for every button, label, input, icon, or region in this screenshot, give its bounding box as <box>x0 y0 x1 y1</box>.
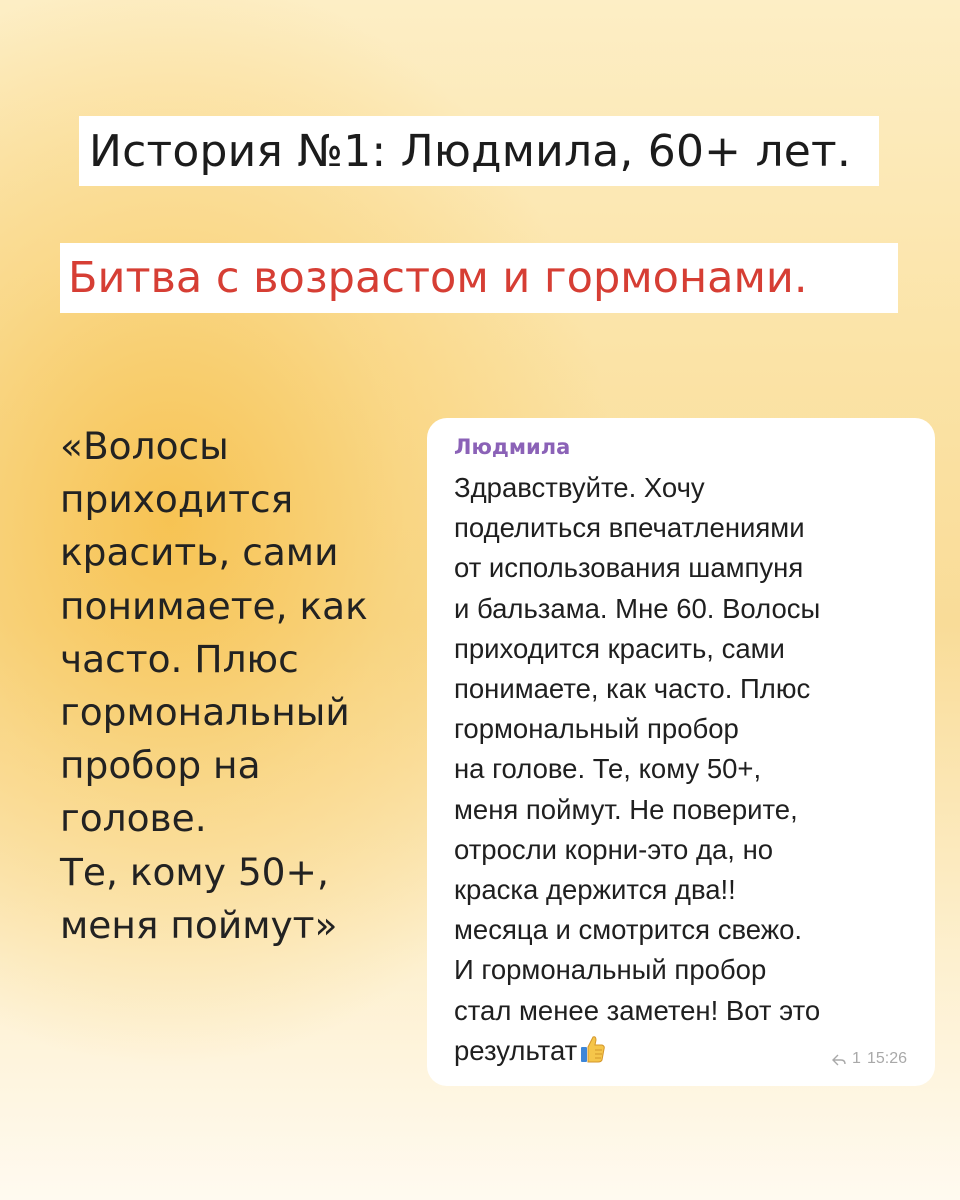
reply-icon[interactable] <box>832 1053 846 1065</box>
message-sender-name[interactable]: Людмила <box>454 435 571 459</box>
message-line: Здравствуйте. Хочу <box>454 472 705 503</box>
message-line: И гормональный пробор <box>454 954 767 986</box>
story-subtitle-text: Битва с возрастом и гормонами. <box>68 253 808 303</box>
quote-line: Те, кому 50+, <box>60 849 329 894</box>
message-line: меня поймут. Не поверите, <box>454 793 798 825</box>
message-last-text: результат <box>454 1034 578 1066</box>
quote-line: «Волосы <box>60 424 229 468</box>
quote-line: пробор на <box>60 743 261 788</box>
testimonial-quote <box>60 420 400 952</box>
message-meta <box>832 1050 907 1068</box>
quote-line: часто. Плюс <box>60 636 299 681</box>
message-line: поделиться впечатлениями <box>454 512 805 544</box>
story-title <box>79 116 879 186</box>
message-line: отросли корни-это да, но <box>454 833 774 865</box>
message-line: месяца и смотрится свежо. <box>454 914 803 946</box>
chat-message-bubble <box>427 418 935 1086</box>
message-line: приходится красить, сами <box>454 632 785 664</box>
thumbs-up-icon <box>579 1034 605 1064</box>
quote-line: голове. <box>60 796 207 841</box>
message-line: гормональный пробор <box>454 713 739 745</box>
message-line: и бальзама. Мне 60. Волосы <box>454 592 821 624</box>
message-time: 15:26 <box>866 1050 907 1067</box>
message-line: на голове. Те, кому 50+, <box>454 753 762 785</box>
quote-line: гормональный <box>60 690 350 735</box>
story-title-text: История №1: Людмила, 60+ лет. <box>89 125 852 177</box>
quote-line: красить, сами <box>60 530 339 575</box>
quote-line: меня поймут» <box>60 902 338 947</box>
message-text <box>454 468 935 1071</box>
quote-line: понимаете, как <box>60 583 368 628</box>
story-subtitle <box>60 243 898 313</box>
reply-count: 1 <box>852 1050 861 1067</box>
message-line: стал менее заметен! Вот это <box>454 994 821 1026</box>
message-line: от использования шампуня <box>454 552 804 584</box>
message-line: краска держится два!! <box>454 874 736 906</box>
quote-line: приходится <box>60 477 294 522</box>
message-line: понимаете, как часто. Плюс <box>454 673 811 705</box>
